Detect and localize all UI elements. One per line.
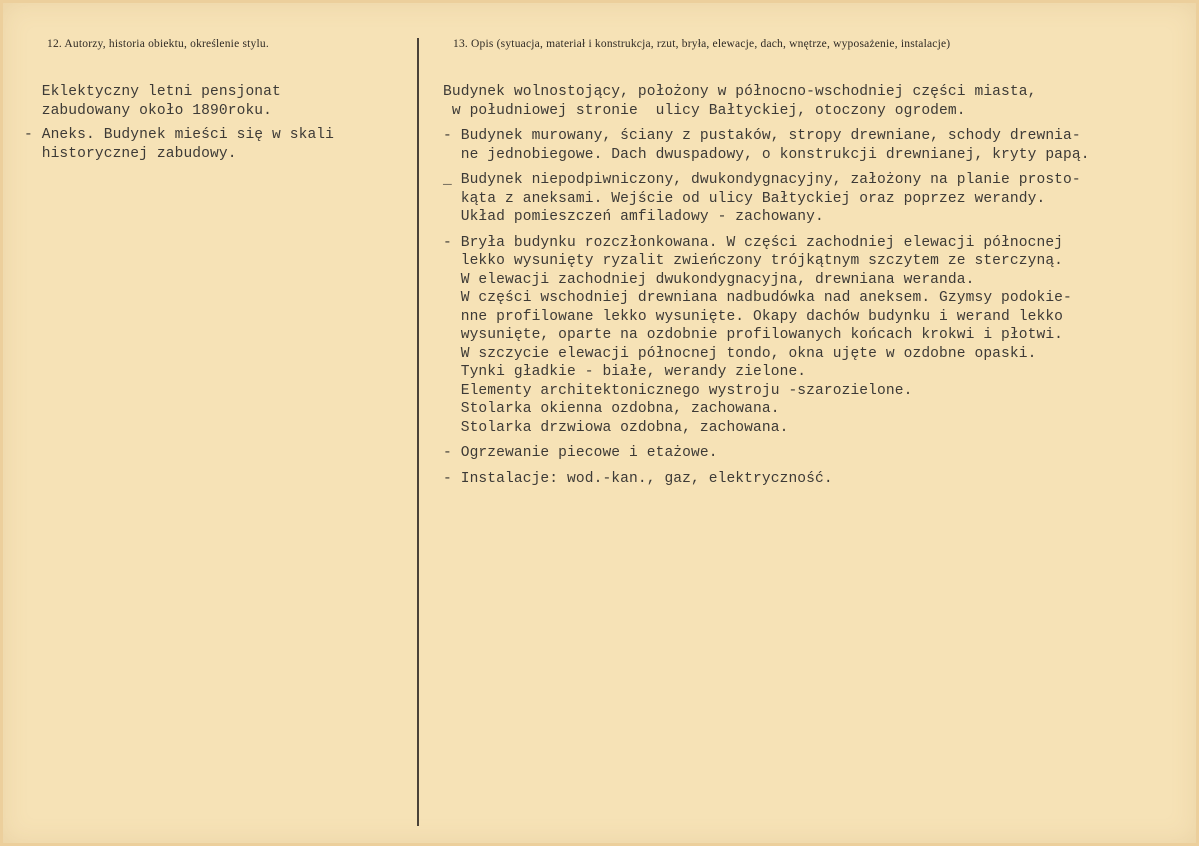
- text-line: Stolarka okienna ozdobna, zachowana.: [443, 401, 780, 417]
- paragraph: [443, 83, 1183, 120]
- paragraph: [443, 127, 1183, 164]
- paragraph: [443, 470, 1183, 489]
- text-line: Elementy architektonicznego wystroju -szarozielone.: [443, 382, 913, 399]
- text-line: Budynek wolnostojący, położony w północno-wschodniej części miasta,: [443, 84, 1037, 100]
- section-12-header: 12. Autorzy, historia obiektu, określenie stylu.: [47, 38, 269, 50]
- text-line: - Bryła budynku rozczłonkowana. W części zachodniej elewacji północnej: [443, 234, 1064, 251]
- text-line: W części wschodniej drewniana nadbudówka nad aneksem. Gzymsy podokie-: [443, 290, 1072, 306]
- text-line: historycznej zabudowy.: [24, 145, 237, 162]
- text-line: nne profilowane lekko wysunięte. Okapy dachów budynku i werand lekko: [443, 308, 1064, 325]
- text-line: - Aneks. Budynek mieści się w skali: [24, 127, 335, 143]
- text-line: - Instalacje: wod.-kan., gaz, elektryczność.: [443, 470, 833, 487]
- text-line: lekko wysunięty ryzalit zwieńczony trójkątnym szczytem ze sterczyną.: [443, 253, 1064, 269]
- paragraph: [443, 234, 1183, 438]
- column-divider: [417, 38, 419, 826]
- section-13-header: 13. Opis (sytuacja, materiał i konstrukcja, rzut, bryła, elewacje, dach, wnętrze, wyposażenie, instalacje): [453, 38, 951, 50]
- text-line: Tynki gładkie - białe, werandy zielone.: [443, 364, 807, 380]
- text-line: w południowej stronie ulicy Bałtyckiej, otoczony ogrodem.: [443, 102, 966, 119]
- text-line: kąta z aneksami. Wejście od ulicy Bałtyckiej oraz poprzez werandy.: [443, 190, 1046, 207]
- paragraph: [443, 171, 1183, 227]
- left-column-body: [24, 83, 409, 169]
- text-line: ne jednobiegowe. Dach dwuspadowy, o konstrukcji drewnianej, kryty papą.: [443, 146, 1090, 163]
- paragraph: [24, 83, 409, 120]
- right-column-body: [443, 83, 1183, 495]
- text-line: Eklektyczny letni pensjonat: [24, 84, 281, 100]
- text-line: zabudowany około 1890roku.: [24, 102, 273, 119]
- text-line: Stolarka drzwiowa ozdobna, zachowana.: [443, 419, 789, 436]
- text-line: - Budynek murowany, ściany z pustaków, stropy drewniane, schody drewnia-: [443, 128, 1081, 144]
- text-line: W szczycie elewacji północnej tondo, okna ujęte w ozdobne opaski.: [443, 345, 1037, 362]
- text-line: Układ pomieszczeń amfiladowy - zachowany.: [443, 209, 824, 225]
- text-line: - Ogrzewanie piecowe i etażowe.: [443, 445, 718, 461]
- paragraph: [443, 444, 1183, 463]
- text-line: wysunięte, oparte na ozdobnie profilowanych końcach krokwi i płotwi.: [443, 327, 1064, 343]
- text-line: W elewacji zachodniej dwukondygnacyjna, drewniana weranda.: [443, 271, 975, 288]
- paragraph: [24, 126, 409, 163]
- text-line: _ Budynek niepodpiwniczony, dwukondygnacyjny, założony na planie prosto-: [443, 172, 1081, 188]
